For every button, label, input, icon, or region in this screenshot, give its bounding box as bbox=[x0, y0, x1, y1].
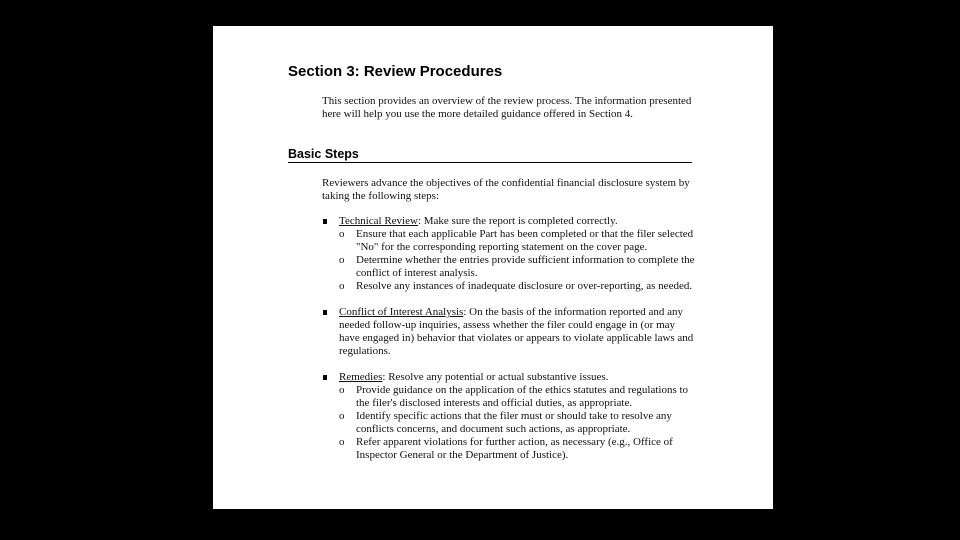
substep-list bbox=[339, 228, 697, 293]
document-page bbox=[213, 26, 773, 509]
substep-item bbox=[339, 410, 697, 436]
circle-bullet-icon: o bbox=[339, 384, 345, 396]
circle-bullet-icon: o bbox=[339, 254, 345, 266]
substep-item bbox=[339, 436, 697, 462]
step-text: : On the basis of the information reported and any needed follow-up inquiries, assess whether the filer could engage in (or may have engaged in) behavior that violates or appears to violate applicable laws and regulations. bbox=[339, 306, 694, 357]
substep-item bbox=[339, 384, 697, 410]
step-item-remedies bbox=[322, 371, 697, 462]
substep-text: Provide guidance on the application of the ethics statutes and regulations to the filer's disclosed interests and official duties, as appropriate. bbox=[356, 384, 689, 409]
circle-bullet-icon: o bbox=[339, 228, 345, 240]
step-text: : Resolve any potential or actual substantive issues. bbox=[382, 371, 609, 383]
substep-text: Refer apparent violations for further action, as necessary (e.g., Office of Inspector General or the Department of Justice). bbox=[356, 436, 673, 461]
bullet-icon bbox=[323, 310, 327, 315]
bullet-icon bbox=[323, 219, 327, 224]
step-text: : Make sure the report is completed correctly. bbox=[417, 215, 618, 227]
circle-bullet-icon: o bbox=[339, 280, 345, 292]
step-heading: Conflict of Interest Analysis bbox=[339, 306, 464, 318]
circle-bullet-icon: o bbox=[339, 410, 345, 422]
steps-list bbox=[322, 215, 697, 462]
substep-text: Identify specific actions that the filer must or should take to resolve any conflicts concerns, and document such actions, as appropriate. bbox=[356, 410, 672, 435]
substep-text: Ensure that each applicable Part has been completed or that the filer selected "No" for the corresponding reporting statement on the cover page. bbox=[356, 228, 694, 253]
substep-item bbox=[339, 280, 697, 293]
intro-paragraph: This section provides an overview of the review process. The information presented here will help you use the more detailed guidance offered in Section 4. bbox=[322, 95, 692, 120]
step-heading: Remedies bbox=[339, 371, 383, 383]
page-title: Section 3: Review Procedures bbox=[288, 63, 503, 80]
step-item-technical-review bbox=[322, 215, 697, 293]
steps-intro-paragraph: Reviewers advance the objectives of the confidential financial disclosure system by taking the following steps: bbox=[322, 177, 690, 202]
substep-list bbox=[339, 384, 697, 462]
substep-item bbox=[339, 254, 697, 280]
substep-text: Resolve any instances of inadequate disclosure or over-reporting, as needed. bbox=[356, 280, 693, 292]
step-item-conflict-of-interest-analysis bbox=[322, 306, 697, 358]
heading-divider bbox=[288, 162, 692, 163]
section-heading: Basic Steps bbox=[288, 147, 359, 161]
substep-item bbox=[339, 228, 697, 254]
bullet-icon bbox=[323, 375, 327, 380]
substep-text: Determine whether the entries provide sufficient information to complete the conflict of interest analysis. bbox=[356, 254, 695, 279]
circle-bullet-icon: o bbox=[339, 436, 345, 448]
step-heading: Technical Review bbox=[339, 215, 418, 227]
